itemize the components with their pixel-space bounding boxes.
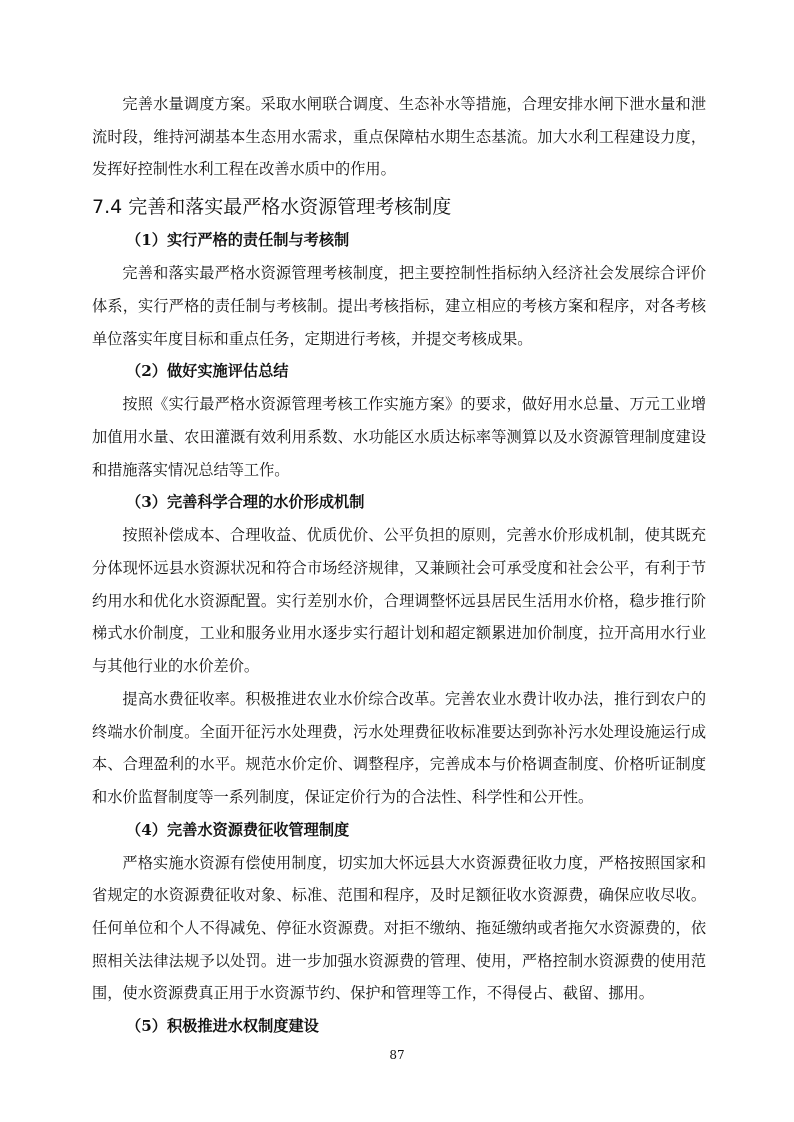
subsection-heading-5: （5）积极推进水权制度建设 <box>126 1017 319 1036</box>
body-paragraph: 严格实施水资源有偿使用制度，切实加大怀远县大水资源费征收力度，严格按照国家和省规定的水资源费征收对象、标准、范围和程序，及时足额征收水资源费，确保应收尽收。任何单位和个人不得减免、停征水资源费。对拒不缴纳、拖延缴纳或者拖欠水资源费的，依照相关法律法规予以处罚。进一步加强水资源费的管理、使用，严格控制水资源费的使用范围，使水资源费真正用于水资源节约、保护和管理等工作，不得侵占、截留、挪用。 <box>92 853 706 1003</box>
document-page <box>92 88 706 1043</box>
subsection-heading-1: （1）实行严格的责任制与考核制 <box>126 231 350 250</box>
subsection-heading-3: （3）完善科学合理的水价形成机制 <box>126 493 365 512</box>
body-paragraph: 按照补偿成本、合理收益、优质优价、公平负担的原则，完善水价形成机制，使其既充分体现怀远县水资源状况和符合市场经济规律，又兼顾社会可承受度和社会公平，有利于节约用水和优化水资源配置。实行差别水价，合理调整怀远县居民生活用水价格，稳步推行阶梯式水价制度，工业和服务业用水逐步实行超计划和超定额累进加价制度，拉开高用水行业与其他行业的水价差价。 <box>92 526 706 676</box>
section-heading-7-4: 7.4 完善和落实最严格水资源管理考核制度 <box>92 196 452 219</box>
subsection-heading-2: （2）做好实施评估总结 <box>126 362 289 381</box>
body-paragraph: 提高水费征收率。积极推进农业水价综合改革。完善农业水费计收办法，推行到农户的终端水价制度。全面开征污水处理费，污水处理费征收标准要达到弥补污水处理设施运行成本、合理盈利的水平。规范水价定价、调整程序，完善成本与价格调查制度、价格听证制度和水价监督制度等一系列制度，保证定价行为的合法性、科学性和公开性。 <box>92 689 706 806</box>
body-paragraph: 完善和落实最严格水资源管理考核制度，把主要控制性指标纳入经济社会发展综合评价体系，实行严格的责任制与考核制。提出考核指标，建立相应的考核方案和程序，对各考核单位落实年度目标和重点任务，定期进行考核，并提交考核成果。 <box>92 264 706 348</box>
subsection-heading-4: （4）完善水资源费征收管理制度 <box>126 820 350 839</box>
page-number: 87 <box>389 1048 405 1062</box>
intro-paragraph: 完善水量调度方案。采取水闸联合调度、生态补水等措施，合理安排水闸下泄水量和泄流时段，维持河湖基本生态用水需求，重点保障枯水期生态基流。加大水利工程建设力度，发挥好控制性水利工程在改善水质中的作用。 <box>92 95 706 179</box>
body-paragraph: 按照《实行最严格水资源管理考核工作实施方案》的要求，做好用水总量、万元工业增加值用水量、农田灌溉有效利用系数、水功能区水质达标率等测算以及水资源管理制度建设和措施落实情况总结等工作。 <box>92 395 706 479</box>
